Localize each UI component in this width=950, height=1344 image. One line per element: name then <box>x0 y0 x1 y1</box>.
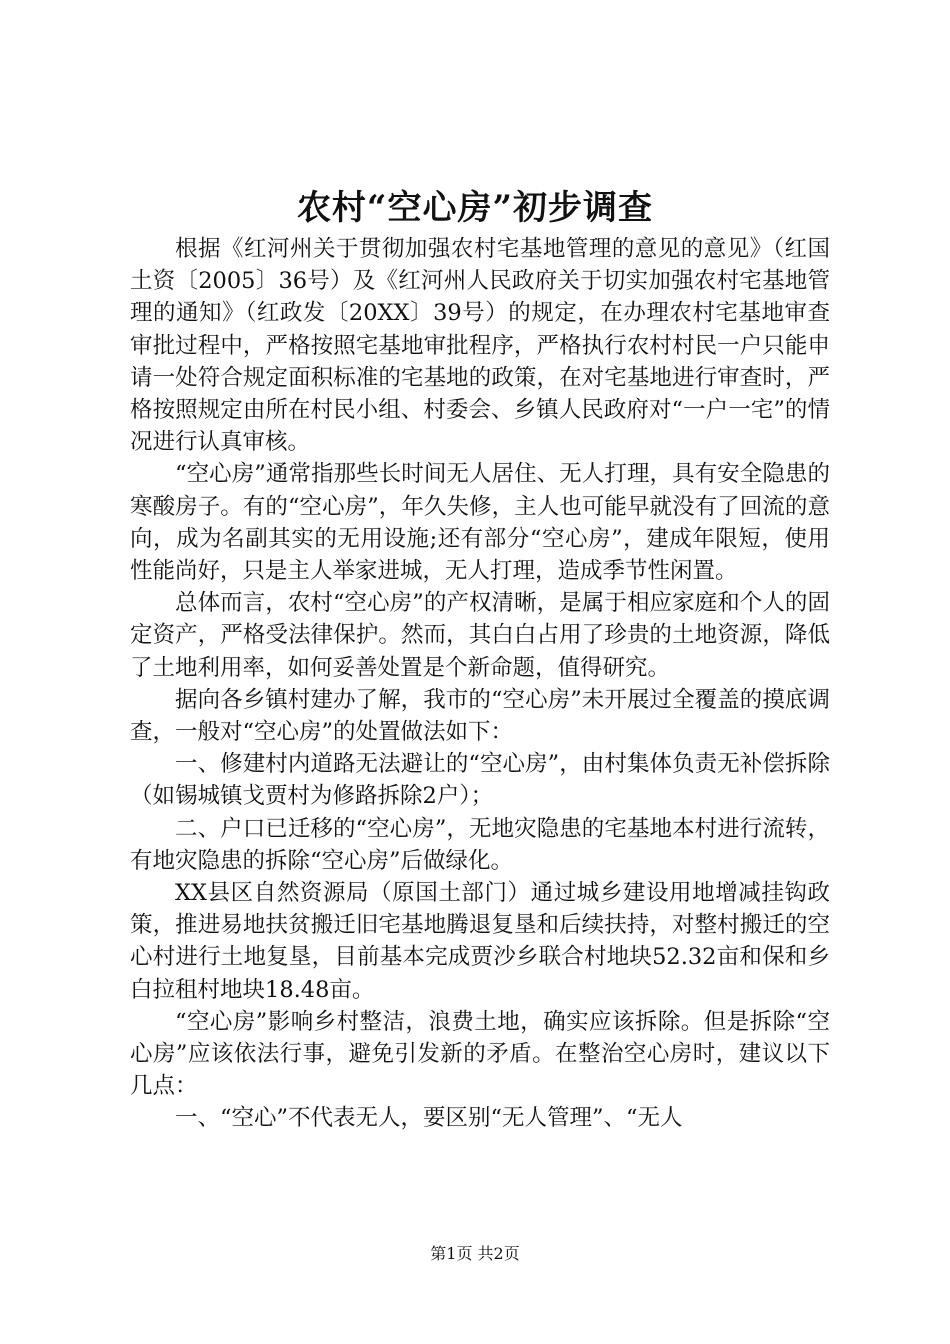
paragraph: 总体而言，农村“空心房”的产权清晰，是属于相应家庭和个人的固定资产，严格受法律保护。然而，其白白占用了珍贵的土地资源，降低了土地利用率，如何妥善处置是个新命题，值得研究。 <box>130 590 830 681</box>
document-body <box>130 233 830 1135</box>
paragraph: 二、户口已迁移的“空心房”，无地灾隐患的宅基地本村进行流转，有地灾隐患的拆除“空心房”后做绿化。 <box>130 815 830 874</box>
paragraph: XX县区自然资源局（原国土部门）通过城乡建设用地增减挂钩政策，推进易地扶贫搬迁旧宅基地腾退复垦和后续扶持，对整村搬迁的空心村进行土地复垦，目前基本完成贾沙乡联合村地块52.32亩和保和乡白拉租村地块18.48亩。 <box>130 880 830 1003</box>
paragraph: 根据《红河州关于贯彻加强农村宅基地管理的意见的意见》（红国土资〔2005〕36号）及《红河州人民政府关于切实加强农村宅基地管理的通知》（红政发〔20XX〕39号）的规定，在办理农村宅基地审查审批过程中，严格按照宅基地审批程序，严格执行农村村民一户只能申请一处符合规定面积标准的宅基地的政策，在对宅基地进行审查时，严格按照规定由所在村民小组、村委会、乡镇人民政府对“一户一宅”的情况进行认真审核。 <box>130 236 830 456</box>
paragraph: “空心房”影响乡村整洁，浪费土地，确实应该拆除。但是拆除“空心房”应该依法行事，避免引发新的矛盾。在整治空心房时，建议以下几点： <box>130 1008 830 1100</box>
paragraph: 一、修建村内道路无法避让的“空心房”，由村集体负责无补偿拆除（如锡城镇戈贾村为修路拆除2户）； <box>130 751 830 810</box>
page-number-footer: 第1页 共2页 <box>430 1244 520 1263</box>
paragraph: “空心房”通常指那些长时间无人居住、无人打理，具有安全隐患的寒酸房子。有的“空心房”，年久失修，主人也可能早就没有了回流的意向，成为名副其实的无用设施;还有部分“空心房”，建成年限短，使用性能尚好，只是主人举家进城，无人打理，造成季节性闲置。 <box>130 461 830 585</box>
document-title: 农村“空心房”初步调查 <box>296 188 654 228</box>
paragraph: 一、“空心”不代表无人，要区别“无人管理”、“无人 <box>175 1105 683 1132</box>
paragraph: 据向各乡镇村建办了解，我市的“空心房”未开展过全覆盖的摸底调查，一般对“空心房”的处置做法如下： <box>130 686 830 746</box>
